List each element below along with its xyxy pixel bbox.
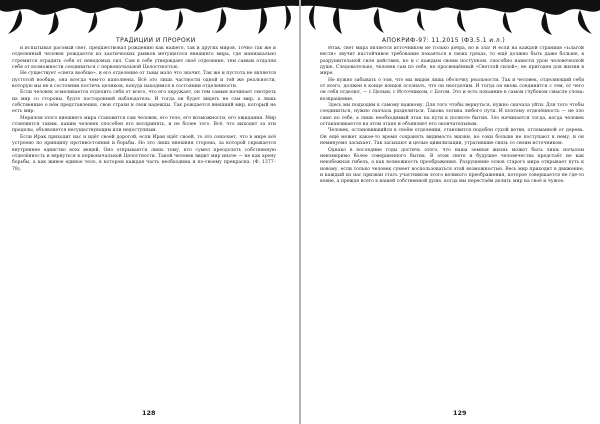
running-header-right: АПОКРИФ-97: 11.2015 (ФЗ.5.1 и.л.) <box>382 37 506 44</box>
paragraph: Здесь мы подходим к самому важному. Для того чтобы вернуться, нужно сначала уйти. Для того чтобы соединиться, нужно сначала разделиться. Такова логика любого пути. И поэтому отделённость — не зло само по себе, а лишь необходимый этап на пути к полноте бытия. Зло начинается тогда, когда человек останавливается на этом этапе и объявляет его окончательным. <box>320 103 584 128</box>
paragraph: и испытывал расовый свет, предшествовал рождению как нашего, так и других миров. Точно так же и отделенный человек рождается из хаотических рывков метущегося внешнего мира, где маниакально стремится оградить себя от неведомых сил. Сам в себе утверждает своё отделение, тем самым отдаляя себя от возможности соединиться с первоначальной Целостностью. <box>12 46 276 71</box>
paragraph: Если человек осмеливается отделить себя от всего, что его окружает, он тем самым начинает смотреть на мир со стороны, будто посторонний наблюдатель. И тогда он будет видеть не сам мир, а лишь собственные о нём представления, свои страхи и свои надежды. Так рождается внешний мир, который не есть мир. <box>12 90 276 115</box>
paragraph: Однако в последние годы достичь этого, что наша земная жизнь может быть лишь началом неизмеримо более совершенного бытия. В этом свете и будущее человечества предстаёт не как неизбежная гибель, а как возможность преображения. Разрушение основ старого мира открывает путь к новому, если только человек сумеет воспользоваться этой возможностью. Весь мир приходит в движение, и каждый из нас призван стать участником этого великого преображения, которое совершается не где-то вовне, а прежде всего в нашей собственной душе, когда мы перестаём делить мир на своё и чужое. <box>320 147 584 185</box>
paragraph: Итак, свет мира является источником не только добра, но и зла! И если на каждой странице «Благой вести» звучит настойчивое требование покаяться в своих грехах, то ещё должно быть даже больше, в разрушительной силе действия, но и с каждым своим поступком, способно нанести урон человеческой душе. Следовательно, человек сам по себе, не просвещённый «Светлой силой», не пригоден для жизни в мире. <box>320 46 584 77</box>
paragraph: Если Ирак приходит нас и идёт своей дорогой, если Иран идёт своей, то это означает, что в мире всё устроено по принципу противостояния и борьбы. Но это лишь внешняя сторона, за которой скрывается внутреннее единство всех вещей. Оно открывается лишь тому, кто сумел преодолеть собственную отделённость и вернуться к первоначальной Целостности. Такой человек видит мир иначе — не как арену борьбы, а как живое единое тело, в котором каждая часть необходима и по-своему прекрасна. (Ф. 1377–78). <box>12 134 276 172</box>
tribal-ornament-icon <box>0 0 300 36</box>
paragraph: Мерилом этого внешнего мира становится сам человек, его тело, его возможности, его ожидания. Мир становится таким, каким человек способен его воспринять, и не более того. Всё, что выходит за эти пределы, объявляется несуществующим или недоступным. <box>12 115 276 134</box>
paragraph: Не существует «света вообще», и его отделение от тьмы мало что значит. Так же и пустота не является пустотой вообще, она всегда чем-то наполнена. Всё это лишь частности одной и той же реальности, которую мы не в состоянии постичь целиком, покуда находимся в состоянии отделенности. <box>12 71 276 90</box>
right-page-body <box>320 46 584 401</box>
page-number-right: 129 <box>453 409 467 417</box>
ornament-header-left <box>0 0 300 36</box>
book-spine <box>299 0 301 424</box>
page-number-left: 128 <box>142 409 156 417</box>
tribal-ornament-icon <box>300 0 600 36</box>
running-header-left: ТРАДИЦИИ И ПРОРОКИ <box>116 37 196 44</box>
paragraph: Не нужно забывать о том, что мы видим лишь оболочку реальности. Так и человек, отделяющий себя от всего, должен в конце концов осознать, что он неотделим. И тогда он вновь соединится с тем, от чего он себя отделил, — с Целым, с Источником, с Богом. Это и есть покаяние в самом глубоком смысле слова: возвращение. <box>320 77 584 102</box>
ornament-header-right <box>300 0 600 36</box>
paragraph: Человек, остановившийся в своём отделении, становится подобен сухой ветви, отломанной от дерева. Он ещё может какое-то время сохранять видимость жизни, но соки больше не поступают к нему, и он неминуемо засыхает. Так засыхают и целые цивилизации, утратившие связь со своим источником. <box>320 128 584 147</box>
left-page-body <box>12 46 276 401</box>
